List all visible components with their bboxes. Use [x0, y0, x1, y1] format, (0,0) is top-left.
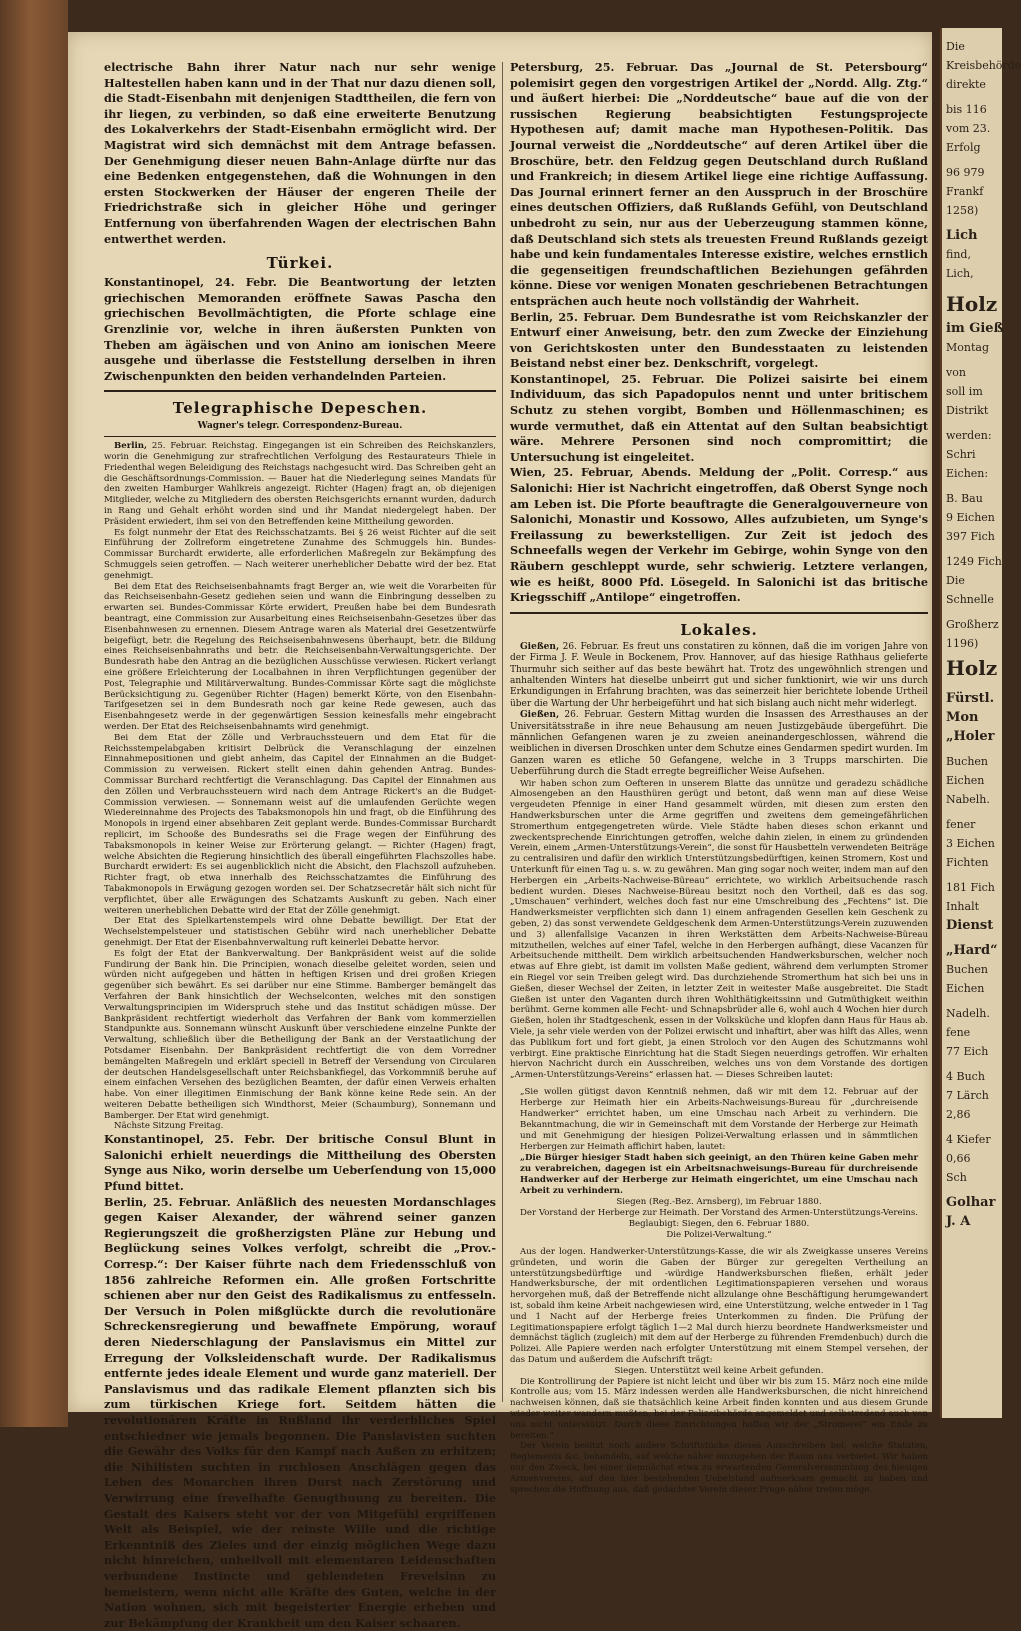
section-rule	[510, 612, 928, 614]
signature-herberge: Der Vorstand der Herberge zur Heimath.	[520, 1207, 700, 1218]
book-binding	[0, 0, 68, 1427]
adjacent-page-fragment: vom 23.	[946, 122, 991, 135]
column-divider	[502, 62, 503, 1402]
adjacent-page-fragment: 4 Kiefer	[946, 1133, 991, 1146]
adjacent-page-fragment: Eichen	[946, 982, 985, 995]
adjacent-page-fragment: Buchen	[946, 963, 989, 976]
article-body: 25. Februar. Dem Bundesrathe ist vom Reichskanzler der Entwurf einer Anweisung, betr. den zum Zwecke der Einziehung von Gerichtskosten unter den Bundesstaaten zu leistenden Beistand nebst einer bez. Denkschrift, vorgelegt.	[510, 309, 928, 371]
adjacent-page-fragment: Distrikt	[946, 404, 989, 417]
article-electric-railway: electrische Bahn ihrer Natur nach nur sehr wenige Haltestellen haben kann und in der That nur dazu dienen soll, die Stadt-Eisenbahn mit denjenigen Stadttheilen, die fern von ihr liegen, zu verbinden, so daß eine erweiterte Benutzung des Lokalverkehrs der Stadt-Eisenbahn ermöglicht wird. Der Magistrat wird sich demnächst mit dem Antrage befassen. Der Genehmigung dieser neuen Bahn-Anlage dürfte nur das eine Bedenken entgegenstehen, daß die Wohnungen in den ersten Stockwerken der Häuser der engeren Theile der Friedrichstraße sich in gleicher Höhe und geringer Entfernung von überfahrenden Wagen der electrischen Bahn entwerthet werden.	[104, 60, 496, 246]
dateline: Gießen,	[520, 710, 560, 721]
adjacent-page-fragment: 96 979	[946, 166, 985, 179]
stamp-text: Siegen. Unterstützt weil keine Arbeit gefunden.	[614, 1365, 824, 1376]
dateline: Konstantinopel,	[104, 1132, 205, 1147]
adjacent-page-fragment: Großherz	[946, 618, 999, 631]
adjacent-page-fragment: werden:	[946, 429, 992, 442]
adjacent-page-fragment: von	[946, 366, 966, 379]
adjacent-page-fragment: Holz	[946, 656, 998, 680]
quoted-letter	[520, 1087, 918, 1241]
letter-paragraph-1: „Sie wollen gütigst davon Kenntniß nehmen, daß wir mit dem 12. Februar auf der Herberge zur Heimath hier ein Arbeits-Nachweisungs-Bureau für „durchreisende Handwerker“ errichtet haben, um eine Umschau nach Arbeit zu verhindern. Die Bekanntmachung, die wir in Gemeinschaft mit dem Vorstande der Herberge zur Heimath und mit Genehmigung der hiesigen Polizei-Verwaltung erlassen und in sämmtlichen Herbergen zur Heimath affichirt haben, lautet:	[520, 1086, 918, 1152]
adjacent-page-fragment: Sch	[946, 1171, 967, 1184]
adjacent-page-fragment: Fichten	[946, 856, 989, 869]
dateline: Berlin,	[104, 1194, 147, 1209]
dateline: Konstantinopel, 24. Febr.	[104, 275, 277, 290]
adjacent-page-fragment: J. A	[946, 1214, 971, 1229]
letter-police: Die Polizei-Verwaltung.“	[666, 1229, 772, 1240]
adjacent-page-fragment: Mon	[946, 710, 979, 725]
article-giessen-1	[510, 642, 928, 710]
article-body: 25. Februar. Anläßlich des neuesten Mordanschlages gegen Kaiser Alexander, der während seiner ganzen Regierungszeit die großherzigsten Pläne zur Hebung und Beglückung seines Volkes verfolgt, schreibt die „Prov.-Corresp.“: Der Kaiser führte nach dem Friedensschluß von 1856 zahlreiche Reformen ein. Alle großen Fortschritte schienen aber nur den Geist des Radikalismus zu entfesseln. Der Versuch in Polen mißglückte durch die revolutionäre Schreckensregierung und bewaffnete Empörung, worauf deren Niederschlagung der Panslavismus ein Mittel zur Erregung der Volksleidenschaft wurde. Der Radikalismus entfernte jedes ideale Element und wurde ganz materiell. Der Panslavismus und das radikale Element pflanzten sich bis zum türkischen Kriege fort. Seitdem hätten die revolutionären Kräfte in Rußland ihr verderbliches Spiel entschiedner wie jemals begonnen. Die Panslavisten suchten die Gewähr des Volks für den Kampf nach Außen zu erhitzen; die Nihilisten suchten in ruchlosen Anschlägen gegen das Leben des Monarchen ihren Durst nach Zerstörung und Verwirrung eine frevelhafte Genugthuung zu bereiten. Die Gestalt des Kaisers steht vor der von Mitgefühl ergriffenen Welt als Beispiel, wie der reinste Wille und die richtige Erkenntniß des Zieles und der einzig möglichen Wege dazu nicht hinreichen, unheilvoll mit elementaren Leidenschaften verbundene Instincte und geblendeten Frevelsinn zu bemeistern, wenn nicht alle Kräfte des Guten, welche in der Nation wohnen, sich mit begeisterter Energie erheben und zur Bekämpfung der Krankheit um den Kaiser schaaren.	[104, 1194, 496, 1630]
adjacent-page-fragment: 9 Eichen	[946, 511, 995, 524]
article-berlin-bundesrath	[510, 310, 928, 372]
adjacent-page-fragment: Inhalt	[946, 900, 980, 913]
dateline: Gießen,	[520, 641, 560, 652]
adjacent-page-fragment: Dienst	[946, 918, 994, 933]
dateline: Petersburg,	[510, 60, 584, 74]
article-body: 25. Februar, Abends. Meldung der „Polit. Corresp.“ aus Salonichi: Hier ist Nachricht eingetroffen, daß Oberst Synge noch am Leben ist. Die Pforte beauftragte die Generalgouverneure von Salonichi, Monastir und Kossowo, Alles aufzubieten, um Synge's Freilassung zu bewerkstelligen. Zur Zeit ist jedoch des Schneefalls wegen der Verkehr im Gebirge, wohin Synge von den Räubern geschleppt wurde, sehr schwierig. Letztere verlangen, wie es heißt, 8000 Pfd. Lösegeld. In Salonichi ist das britische Kriegsschiff „Antilope“ eingetroffen.	[510, 465, 928, 605]
adjacent-page-fragment: 1258)	[946, 204, 979, 217]
adjacent-page-fragment: „Hard“	[946, 943, 998, 958]
adjacent-page-fragment: Nabelh.	[946, 793, 990, 806]
adjacent-page-fragment: 2,86	[946, 1108, 971, 1121]
paragraph-etat-4: Der Etat des Spielkartenstempels wird ohne Debatte bewilligt. Der Etat der Wechselstempelsteuer und statistischen Gebühr wird nach unerheblicher Debatte genehmigt. Der Etat der Eisenbahnverwaltung ruft keinerlei Debatte hervor.	[104, 916, 496, 948]
adjacent-page-fragment: Lich	[946, 228, 978, 243]
article-body: 25. Februar. Das „Journal de St. Petersbourg“ polemisirt gegen den vorgestrigen Artikel der „Nordd. Allg. Ztg.“ und äußert hierbei: Die „Norddeutsche“ baue auf die von der russischen Regierung beabsichtigten Festungsprojecte Hypothesen auf; damit mache man Hypothesen-Politik. Das Journal verweist die „Norddeutsche“ auf deren Artikel über die Broschüre, betr. den Feldzug gegen Deutschland durch Rußland und Frankreich; in diesem Artikel liege eine richtige Auffassung. Das Journal erinnert ferner an den Ausspruch in der Broschüre eines deutschen Offiziers, daß Rußlands Gefühl, von Deutschland unbedroht zu sein, nur aus der Ueberzeugung stammen könne, daß Deutschland sich stets als treuesten Freund Rußlands gezeigt habe und kein fundamentales Interesse existire, welches ernstlich die gegenseitigen freundschaftlichen Beziehungen gefährden könne. Diese vor wenigen Monaten geschriebenen Betrachtungen entsprächen auch heute noch vollständig der Wahrheit.	[510, 60, 928, 308]
adjacent-page-fragment: Buchen	[946, 755, 989, 768]
left-column	[104, 60, 496, 1630]
paragraph-etat-6: Nächste Sitzung Freitag.	[114, 1121, 224, 1132]
divider	[104, 436, 496, 437]
adjacent-page-fragment: Montag	[946, 341, 989, 354]
article-body: 26. Februar. Gestern Mittag wurden die Insassen des Arresthauses an der Universitätsstraße in ihre neue Behausung am neuen Justizgebäude übergeführt. Die männlichen Gefangenen waren je zu zweien aneinandergeschlossen, während die weiblichen in diversen Droschken unter dem Schutze eines Gendarmen spedirt wurden. Im Ganzen waren es etliche 50 Gefangene, welche in 3 Trupps marschirten. Die Ueberführung durch die Stadt erregte begreiflicher Weise Aufsehen.	[510, 710, 928, 778]
adjacent-page-fragment: „Holer	[946, 729, 995, 744]
section-rule	[104, 390, 496, 392]
adjacent-page-fragment: 397 Fich	[946, 530, 995, 543]
article-giessen-3: Wir haben schon zum Oefteren in unserem Blatte das unnütze und geradezu schädliche Almosengeben an den Hausthüren gerügt und betont, daß wenn man auf diese Weise vergeudeten Pfennige in einer Hand gesammelt würden, mit diesen zum ersten den Handwerksburschen unter die Arme gegriffen und zweitens dem gemeingefährlichen Stromerthum entgegengetreten würde. Viele Städte haben dieses schon erkannt und zweckentsprechende Einrichtungen getroffen, welche dahin zielen, in einem zu gründenden Verein, einem „Armen-Unterstützungs-Verein“, die sonst für Hausbetteln verwendeten Beiträge zu centralisiren und dafür den wirklich Unterstützungsbedürftigen, keinen Stromern, Kost und Unterkunft für einen Tag u. s. w. zu gewähren. Man ging sogar noch weiter, indem man auf den Herbergen ein „Arbeits-Nachweise-Büreau“ errichtete, wo wirklich Arbeitsuchende rasch bedient wurden. Dieses Nachweise-Büreau besitzt noch den Vortheil, daß es das sog. „Umschauen“ verhindert, welches doch fast nur eine Umschreibung des „Fechtens“ ist. Die Handwerksmeister verpflichten sich dann 1) einem anfragenden Gesellen kein Geschenk zu geben, 2) das sonst verwendete Geldgeschenk dem Armen-Unterstützungs-Verein zuzuwenden und 3) allenfallsige Vacanzen in ihren Werkstätten dem Arbeits-Nachweise-Büreau mitzutheilen, welches auf einer Tafel, welche in den Herbergen aufhängt, diese Vacanzen für Arbeitsuchende mittheilt. Dem wirklich arbeitsuchenden Handwerksburschen, welcher noch etwas auf Ehre giebt, ist damit im vollsten Maße gedient, während dem verlumpten Stromer ein Riegel vor sein Treiben gelegt wird. Das durchziehende Stromerthum hat sich bei uns in Gießen, dieser Wechsel der Zeiten, in letzter Zeit in weitester Maße ausgebreitet. Die Stadt Gießen ist unter den Vaganten durch ihren Wohlthätigkeitssinn und Gutmüthigkeit weithin berühmt. Gerne kommen alle Fecht- und Schnapsbrüder alle 6, wohl auch 4 Wochen hier durch Gießen, holen ihr Stadtgeschenk, essen in der Volksküche und klopfen dann Haus für Haus ab. Viele, ja sehr viele werden von der Polizei erwischt und inhaftirt, aber was hilft das Alles, wenn das Publikum fort und fort giebt, ja einen Stroloch vor den Augen des Schutzmanns wohl verbirgt. Eine praktische Einrichtung hat die Stadt Siegen neuerdings getroffen. Wir erhalten hiervon Nachricht durch ein Ausschreiben, welches uns von dem Vorstande des dortigen „Armen-Unterstützungs-Vereins“ erlassen hat. — Dieses Schreiben lautet:	[510, 778, 928, 1081]
dateline: Berlin,	[510, 309, 553, 324]
adjacent-page-fragment: find,	[946, 248, 971, 261]
letter-attestation: Beglaubigt: Siegen, den 6. Februar 1880.	[628, 1218, 810, 1229]
adjacent-page-fragment: Kreisbehörde	[946, 59, 1021, 72]
adjacent-page-fragment: Holz	[946, 292, 998, 316]
section-heading-tuerkei: Türkei.	[266, 254, 334, 273]
section-heading-lokales: Lokales.	[680, 620, 758, 639]
adjacent-page-fragment: 1196)	[946, 637, 979, 650]
paragraph-etat-3: Bei dem Etat der Zölle und Verbrauchssteuern und dem Etat für die Reichsstempelabgaben kritisirt Delbrück die Veranschlagung der einzelnen Einnahmepositionen und giebt anheim, das Capitel der Einnahmen an die Budget-Commission zu verweisen. Rickert stellt einen dahin gehenden Antrag. Bundes-Commissar Burchard rechtfertigt die Veranschlagung. Das Capitel der Einnahmen aus den Zöllen und Verbrauchssteuern wird nach dem Antrage Rickert's an die Budget-Commission verwiesen. — Sonnemann weist auf die umlaufenden Gerüchte wegen Wiedereinnahme des Projects des Tabaksmonopols hin und fragt, ob die Einführung des Monopols in irgend einer absehbaren Zeit geplant werde. Bundes-Commissar Burchardt replicirt, im Schooße des Bundesraths sei die Frage wegen der Einführung des Tabaksmonopols in keiner Weise zur Erörterung gelangt. — Richter (Hagen) fragt, welche Absichten die Regierung hinsichtlich des überall eingeführten Flachszolles habe. Burchardt erwidert: Es sei augenblicklich nicht die Absicht, den Flachszoll aufzuheben. Richter fragt, ob etwa innerhalb des Reichsschatzamtes die Einführung des Tabakmonopols in Erwägung gezogen worden sei. Der Schatzsecretär hält sich nicht für verpflichtet, über alle Erwägungen des Schatzamts Auskunft zu geben. Nach einer weiteren unerheblichen Debatte wird der Etat der Zölle genehmigt.	[104, 732, 496, 916]
article-body: 25. Februar. Die Polizei saisirte bei einem Individuum, das sich Papadopulos nennt und unter britischem Schutz zu stehen vorgibt, Bomben und Höllenmaschinen; es wurde vermuthet, daß ein Attentat auf den Sultan beabsichtigt wäre. Mehrere Personen sind noch compromittirt; die Untersuchung ist eingeleitet.	[510, 371, 928, 464]
adjacent-page-fragment: im Gieß	[946, 321, 1004, 336]
article-giessen-6: Der Verein besitzt noch andere Schriftstücke dieses Ausschreiben bei, welche Statuten, Reglements &c. behandeln, auf welche näher einzugehen der Raum uns verbietet. Wir haben nur den Zweck, bei einer demnächst etwa zu erwartenden Generalversammlung des hiesigen Armenvereins, auf den hier bestehenden Uebelstand aufmerksam gemacht zu haben und sprechen die Hoffnung aus, daß gedachter Verein dieser Frage näher treten möge.	[510, 1441, 928, 1495]
article-body: 26. Februar. Es freut uns constatiren zu können, daß die im vorigen Jahre von der Firma J. F. Weule in Bockenem, Prov. Hannover, auf das hiesige Rathhaus gelieferte Thurmuhr sich seither auf das beste bewährt hat. Trotz des ungewöhnlich strengen und anhaltenden Winters hat dieselbe unbeirrt gut und sicher funktionirt, wie wir uns durch Erkundigungen in Erfahrung brachten, was das seinerzeit hier berichtete lobende Urtheil über die Wartung der Uhr herbeigeführt und hat sich bislang auch nicht mehr widerlegt.	[510, 641, 928, 709]
article-berlin-kaiser	[104, 1195, 496, 1631]
article-body: 25. Februar. Reichstag. Eingegangen ist ein Schreiben des Reichskanzlers, worin die Genehmigung zur strafrechtlichen Verfolgung des Restaurateurs Thiele in Friedenthal wegen Beleidigung des Reichstags nachgesucht wird. Das Schreiben geht an die Geschäftsordnungs-Commission. — Bauer hat die Niederlegung seines Mandats für den zweiten Hamburger Wahlkreis angezeigt. Richter (Hagen) fragt an, ob diejenigen Mitglieder, welche zu Mitgliedern des obersten Reichsgerichts ernannt wurden, dadurch in Rang und Gehalt erhöht worden sind und ihr Mandat niedergelegt haben. Der Präsident erwiedert, ihm sei von den Betreffenden keine Mittheilung geworden.	[104, 441, 496, 527]
dateline: Wien,	[510, 465, 546, 480]
signature-verein: Der Vorstand des Armen-Unterstützungs-Vereins.	[702, 1207, 918, 1218]
dateline: Berlin,	[114, 441, 148, 452]
letter-place-date: Siegen (Reg.-Bez. Arnsberg), im Februar 1880.	[616, 1196, 822, 1207]
adjacent-page-fragment: 3 Eichen	[946, 837, 995, 850]
adjacent-page-fragment: 77 Eich	[946, 1045, 989, 1058]
article-giessen-5: Die Kontrollirung der Papiere ist nicht leicht und über wir bis zum 15. März noch eine milde Kontrolle aus; vom 15. März indessen werden alle Handwerksburschen, die nicht hinreichend nachweisen können, daß sie thatsächlich keine Arbeit finden konnten und aus diesem Grunde wieder weiter wandern mußten, bei der Polizeibehörde angemeldet und selbstredend auch von uns nicht unterstützt. Durch diese Einrichtungen hoffen wir der „Stromerei“ ein Ende zu bereiten.“	[510, 1376, 928, 1441]
dateline: Konstantinopel,	[510, 371, 611, 386]
adjacent-page-fragment: soll im	[946, 385, 983, 398]
adjacent-page-strip	[940, 28, 1021, 1418]
letter-signatures	[520, 1208, 918, 1219]
article-petersburg	[510, 60, 928, 310]
adjacent-page-fragment: direkte	[946, 78, 986, 91]
adjacent-page-fragment: Erfolg	[946, 141, 981, 154]
agency-subheading: Wagner's telegr. Correspondenz-Bureau.	[197, 421, 403, 432]
article-konstantinopel-1	[104, 275, 496, 384]
article-giessen-4: Aus der logen. Handwerker-Unterstützungs-Kasse, die wir als Zweigkasse unseres Vereins gründeten, und worin die Gaben der Bürger zur geregelten Vertheilung an unterstützungsbedürftige und -würdige Handwerksburschen fließen, erhält jeder Handwerksbursche, der mit ordentlichen Legitimationspapieren versehen und woraus hervorgehen muß, daß der Betreffende nicht allzulange ohne Beschäftigung herumgewandert ist, sobald ihm keine Arbeit nachgewiesen wird, eine Unterstützung, welche entweder in 1 Tag und 1 Nacht auf der Herberge freies Unterkommen zu finden. Die Prüfung der Legitimationspapiere erfolgt täglich 1—2 Mal durch hierzu beordnete Handwerksmeister und demnächst täglich (zugleich) mit dem auf der Herberge zu führenden Fremdenbuch) durch die Polizei. Alle Papiere werden nach erfolgter Unterstützung mit einem Stempel versehen, der das Datum und außerdem die Aufschrift trägt:	[510, 1246, 928, 1365]
adjacent-page-fragment: Schnelle	[946, 593, 994, 606]
adjacent-page-fragment: Fürstl.	[946, 691, 995, 706]
paragraph-etat-2: Bei dem Etat des Reichseisenbahnamts fragt Berger an, wie weit die Vorarbeiten für das Reichseisenbahn-Gesetz gediehen seien und wann die Einbringung desselben zu erwarten sei. Bundes-Commissar Körte erwidert, Preußen habe bei dem Bundesrath beantragt, eine Commission zur Ausarbeitung eines Reichseisenbahn-Gesetzes über das Eisenbahnwesen zu ernennen. Diesem Antrage waren als Material drei Gesetzentwürfe beigefügt, betr. die Regelung des Reichseisenbahnwesens überhaupt, betr. die Bildung eines Reichseisenbahnraths und betr. die Reichseisenbahn-Verwaltungsgerichte. Der Bundesrath habe den Antrag an die bezüglichen Ausschüsse verwiesen. Rickert verlangt eine größere Erleichterung der Localbahnen in ihren Verpflichtungen gegenüber der Post, Telegraphie und Militärverwaltung. Bundes-Commissar Körte sagt die möglichste Berücksichtigung zu. Gegenüber Richter (Hagen) bemerkt Körte, von den Eisenbahn-Tarifgesetzen sei in dem Bundesrath noch gar keine Rede gewesen, auch das Eisenbahngesetz werde in der gegenwärtigen Session keinesfalls mehr eingebracht werden. Der Etat des Reichseisenbahnamts wird genehmigt.	[104, 581, 496, 732]
adjacent-page-fragment: 0,66	[946, 1152, 971, 1165]
adjacent-page-fragment: fener	[946, 818, 976, 831]
section-heading-telegraphische-depeschen: Telegraphische Depeschen.	[172, 399, 428, 418]
adjacent-page-fragment: Eichen:	[946, 467, 989, 480]
adjacent-page-fragment: 1249 Fich	[946, 555, 1002, 568]
article-berlin-reichstag	[104, 441, 496, 527]
adjacent-page-fragment: 4 Buch	[946, 1070, 985, 1083]
adjacent-page-fragment: Frankf	[946, 185, 984, 198]
letter-paragraph-2: „Die Bürger hiesiger Stadt haben sich geeinigt, an den Thüren keine Gaben mehr zu verabreichen, dagegen ist ein Arbeitsnachweisungs-Bureau für durchreisende Handwerker auf der Herberge zur Heimath eingerichtet, um eine Umschau nach Arbeit zu verhindern.	[520, 1152, 918, 1196]
adjacent-page-fragment: Die	[946, 574, 965, 587]
adjacent-page-fragment: Lich,	[946, 267, 974, 280]
article-giessen-2	[510, 710, 928, 778]
adjacent-page-fragment: Schri	[946, 448, 976, 461]
adjacent-page-fragment: Golhar	[946, 1195, 996, 1210]
adjacent-page-fragment: 181 Fich	[946, 881, 995, 894]
adjacent-page-fragment: Die	[946, 40, 965, 53]
adjacent-page-fragment: fene	[946, 1026, 971, 1039]
article-konstantinopel-3	[510, 372, 928, 466]
adjacent-page-fragment: Eichen	[946, 774, 985, 787]
adjacent-page-fragment: 7 Lärch	[946, 1089, 989, 1102]
article-body: Die Beantwortung der letzten griechischen Memoranden eröffnete Sawas Pascha den griechischen Bevollmächtigten, die Pforte schlage eine Grenzlinie vor, welche in ihren äußersten Punkten von Theben am ägäischen und von Anino am ionischen Meere ausgehe und überlasse die Feststellung derselben in ihren Zwischenpunkten den beiden verhandelnden Parteien.	[104, 275, 496, 383]
adjacent-page-fragment: Nadelh.	[946, 1007, 990, 1020]
article-konstantinopel-2	[104, 1132, 496, 1194]
article-wien	[510, 465, 928, 605]
paragraph-etat-1: Es folgt nunmehr der Etat des Reichsschatzamts. Bei § 26 weist Richter auf die seit Einführung der Zollreform eingetretene Zunahme des Schmuggels hin. Bundes-Commissar Burchardt erwiderte, alle erforderlichen Maßregeln zur Bekämpfung des Schmuggels seien getroffen. — Nach weiterer unerheblicher Debatte wird der bez. Etat genehmigt.	[104, 527, 496, 581]
adjacent-page-fragment: bis 116	[946, 103, 987, 116]
right-column	[510, 60, 928, 1495]
adjacent-page-fragment: B. Bau	[946, 492, 983, 505]
paragraph-etat-5: Es folgt der Etat der Bankverwaltung. Der Bankpräsident weist auf die solide Fundirung der Bank hin. Die Principien, wonach dieselbe geleitet worden, seien und würden nicht aufgegeben und hätten in heftigen Krisen und drei großen Kriegen gegenüber sich bewährt. Es sei darüber nur eine Stimme. Bamberger bemängelt das Verfahren der Bank hinsichtlich der Wechselconten, welches mit den sonstigen Verwaltungsprincipien im Widerspruch stehe und das Institut schädigen müsse. Der Bankpräsident rechtfertigt wiederholt das Verfahren der Bank vom kommerziellen Standpunkte aus. Sonnemann wünscht Auskunft über verschiedene einzelne Punkte der Verwaltung, schließlich über die Betheiligung der Bank an der Verstaatlichung der Potsdamer Eisenbahn. Der Bankpräsident rechtfertigt die von dem Vorredner bemängelten Maßregeln und erklärt speciell in Betreff der Versendung von Circularen der deutschen Handelsgesellschaft unter Reichsbankfiegel, das Vorkommniß beruhe auf einem einfachen Versehen des bezüglichen Beamten, der dafür einen Verweis erhalten habe. Von einer illegitimen Einmischung der Bank könne keine Rede sein. An der weiteren Debatte betheiligen sich Windthorst, Meier (Schaumburg), Sonnemann und Bamberger. Der Etat wird genehmigt.	[104, 948, 496, 1121]
article-body: 25. Febr. Der britische Consul Blunt in Salonichi erhielt neuerdings die Mittheilung des Obersten Synge aus Niko, worin derselbe um Ueberſendung von 15,000 Pfund bittet.	[104, 1132, 496, 1194]
